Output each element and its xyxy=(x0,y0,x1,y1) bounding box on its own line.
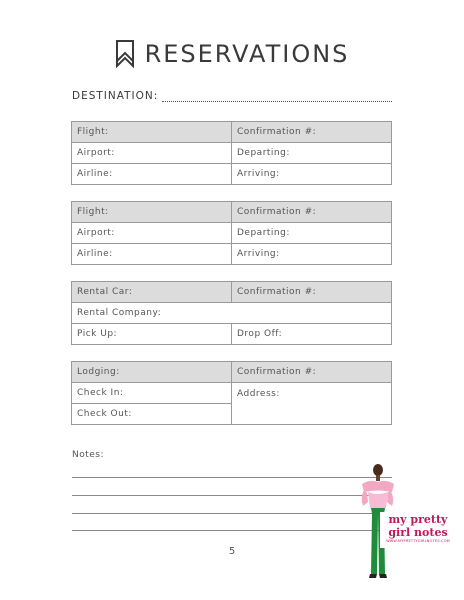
notes-line[interactable] xyxy=(72,530,392,531)
airline-label[interactable]: Airline: xyxy=(72,164,232,185)
brand-logo xyxy=(380,512,456,548)
destination-label: DESTINATION: xyxy=(72,90,159,102)
drop-off-label[interactable]: Drop Off: xyxy=(232,324,392,345)
confirmation-label[interactable]: Confirmation #: xyxy=(232,122,392,143)
confirmation-label[interactable]: Confirmation #: xyxy=(232,282,392,303)
logo-url: WWW.MYPRETTYGIRLNOTES.COM xyxy=(386,539,450,543)
rental-company-label[interactable]: Rental Company: xyxy=(72,303,392,324)
lodging-table xyxy=(71,361,392,425)
lodging-label[interactable]: Lodging: xyxy=(72,362,232,383)
notes-line[interactable] xyxy=(72,513,392,514)
flight-table-1 xyxy=(71,121,392,185)
flight-label[interactable]: Flight: xyxy=(72,202,232,223)
page-number: 5 xyxy=(228,546,236,557)
flight-table-2 xyxy=(71,201,392,265)
address-label[interactable]: Address: xyxy=(232,383,392,425)
flight-label[interactable]: Flight: xyxy=(72,122,232,143)
check-in-label[interactable]: Check In: xyxy=(72,383,232,404)
notes-line[interactable] xyxy=(72,477,392,478)
departing-label[interactable]: Departing: xyxy=(232,223,392,244)
logo-line-1: my pretty xyxy=(388,513,448,526)
rental-car-label[interactable]: Rental Car: xyxy=(72,282,232,303)
departing-label[interactable]: Departing: xyxy=(232,143,392,164)
destination-line[interactable] xyxy=(162,91,392,102)
bookmark-icon xyxy=(115,40,135,68)
page-header xyxy=(0,40,464,72)
page-title: RESERVATIONS xyxy=(144,40,350,68)
arriving-label[interactable]: Arriving: xyxy=(232,164,392,185)
notes-label: Notes: xyxy=(72,450,105,460)
destination-field[interactable] xyxy=(72,90,392,102)
confirmation-label[interactable]: Confirmation #: xyxy=(232,202,392,223)
airline-label[interactable]: Airline: xyxy=(72,244,232,265)
arriving-label[interactable]: Arriving: xyxy=(232,244,392,265)
pick-up-label[interactable]: Pick Up: xyxy=(72,324,232,345)
notes-line[interactable] xyxy=(72,495,392,496)
confirmation-label[interactable]: Confirmation #: xyxy=(232,362,392,383)
rental-car-table xyxy=(71,281,392,345)
check-out-label[interactable]: Check Out: xyxy=(72,404,232,425)
airport-label[interactable]: Airport: xyxy=(72,143,232,164)
logo-line-2: girl notes xyxy=(388,526,448,539)
airport-label[interactable]: Airport: xyxy=(72,223,232,244)
